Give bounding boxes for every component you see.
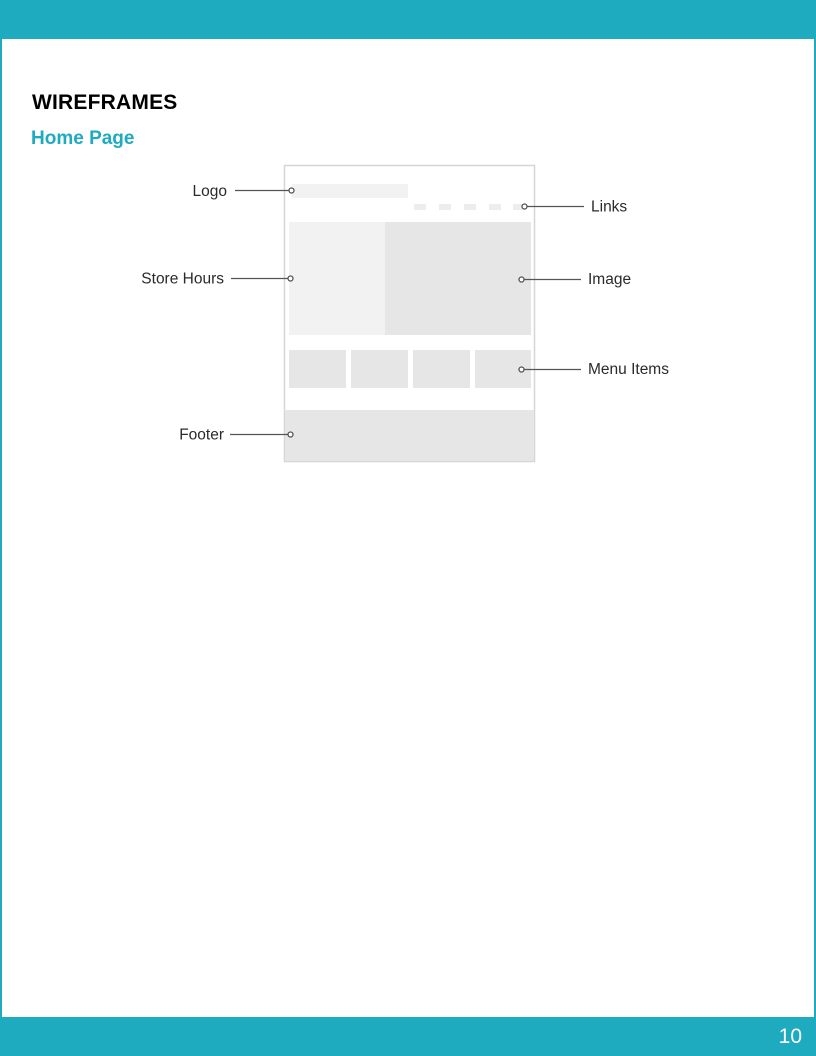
links-label: Links (591, 198, 628, 216)
footer-placeholder (285, 410, 534, 461)
footer-label: Footer (179, 426, 224, 444)
logo-placeholder (292, 184, 408, 198)
store-hours-callout-line (231, 276, 293, 281)
image-label: Image (588, 271, 632, 288)
image-placeholder (385, 222, 531, 335)
store-hours-placeholder (289, 222, 385, 335)
bottom-banner (0, 1017, 816, 1056)
section-title: WIREFRAMES (32, 91, 178, 114)
footer-callout-line (230, 432, 293, 437)
menu-items-label: Menu Items (588, 361, 669, 378)
store-hours-label: Store Hours (141, 270, 224, 288)
subsection-title: Home Page (31, 128, 135, 149)
logo-label: Logo (192, 183, 227, 200)
page-number: 10 (778, 1025, 802, 1048)
